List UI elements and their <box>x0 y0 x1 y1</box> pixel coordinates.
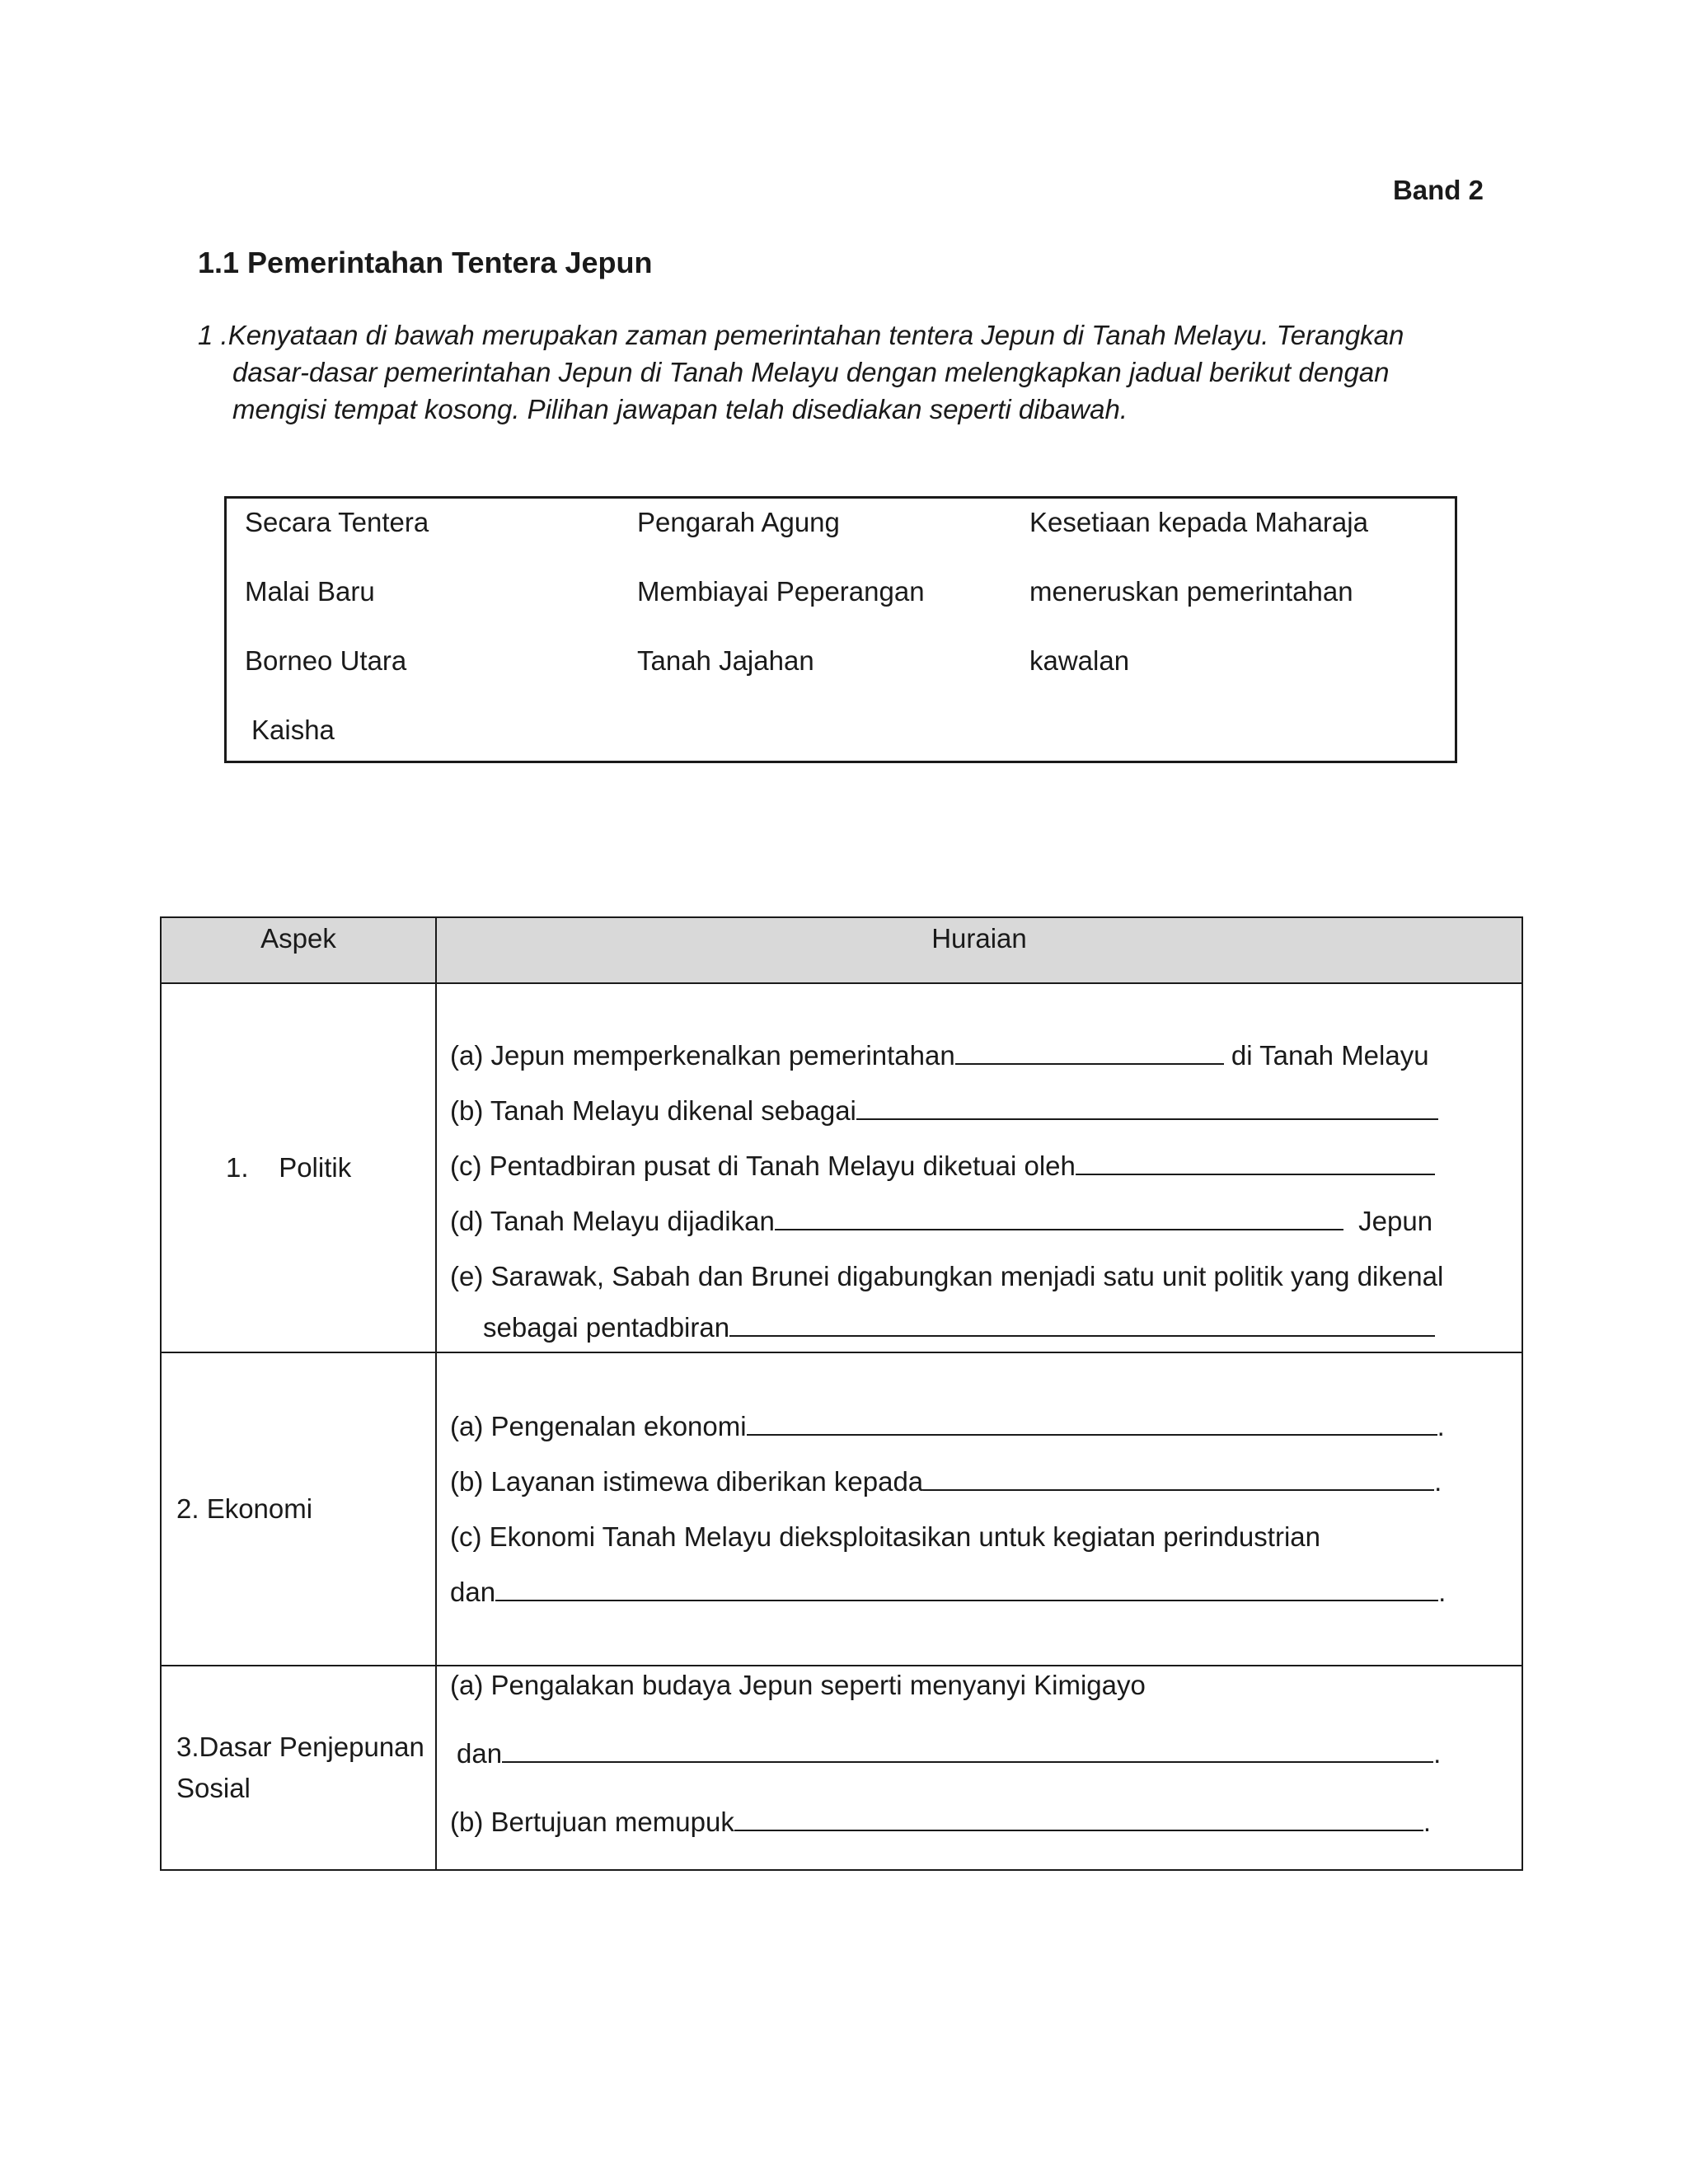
ekonomi-item-c: (c) Ekonomi Tanah Melayu dieksploitasikan untuk kegiatan perindustrian <box>450 1521 1320 1552</box>
header-aspek: Aspek <box>161 917 436 983</box>
choice-item: Kaisha <box>251 715 335 745</box>
sosial-b-text: (b) Bertujuan memupuk <box>450 1807 734 1837</box>
ekonomi-item-a <box>450 1399 1522 1454</box>
question-line-1: 1 .Kenyataan di bawah merupakan zaman pemerintahan tentera Jepun di Tanah Melayu. Terangkan <box>198 320 1404 350</box>
politik-item-c <box>450 1138 1522 1193</box>
period: . <box>1438 1577 1447 1607</box>
table-row-sosial <box>161 1666 1522 1870</box>
choice-item: Borneo Utara <box>245 645 407 676</box>
aspek-politik <box>161 983 436 1352</box>
answer-blank[interactable] <box>955 1038 1224 1065</box>
period: . <box>1437 1411 1445 1441</box>
period: . <box>1423 1807 1431 1837</box>
band-label: Band 2 <box>1392 175 1484 205</box>
choice-item: Membiayai Peperangan <box>637 576 925 607</box>
huraian-politik <box>436 983 1522 1352</box>
politik-b-text: (b) Tanah Melayu dikenal sebagai <box>450 1095 856 1126</box>
period: . <box>1434 1466 1442 1497</box>
question-text <box>198 316 1484 428</box>
answer-table <box>160 916 1523 1871</box>
ekonomi-item-c-cont <box>450 1564 1522 1619</box>
answer-blank[interactable] <box>734 1805 1423 1831</box>
ekonomi-b-text: (b) Layanan istimewa diberikan kepada <box>450 1466 924 1497</box>
choice-item: Malai Baru <box>245 576 375 607</box>
politik-a-post: di Tanah Melayu <box>1223 1040 1429 1071</box>
aspek-ekonomi-label: 2. Ekonomi <box>176 1493 313 1524</box>
answer-blank[interactable] <box>495 1575 1438 1601</box>
huraian-sosial <box>436 1666 1522 1870</box>
politik-item-a <box>450 1028 1522 1083</box>
answer-blank[interactable] <box>923 1465 1434 1491</box>
sosial-item-a: (a) Pengalakan budaya Jepun seperti menyanyi Kimigayo <box>450 1670 1146 1700</box>
politik-e-text: sebagai pentadbiran <box>483 1312 730 1343</box>
answer-blank[interactable] <box>775 1204 1343 1230</box>
politik-item-d <box>450 1193 1522 1249</box>
aspek-sosial-label-1: 3.Dasar Penjepunan <box>176 1732 424 1762</box>
politik-item-b <box>450 1083 1522 1138</box>
politik-d-post: Jepun <box>1343 1206 1433 1236</box>
answer-choices-box <box>224 496 1457 763</box>
choice-item: Secara Tentera <box>245 507 429 537</box>
table-row-politik <box>161 983 1522 1352</box>
choice-item: Pengarah Agung <box>637 507 840 537</box>
politik-item-e: (e) Sarawak, Sabah dan Brunei digabungkan menjadi satu unit politik yang dikenal <box>450 1261 1444 1291</box>
answer-blank[interactable] <box>502 1736 1433 1763</box>
answer-blank[interactable] <box>856 1094 1438 1120</box>
sosial-item-b <box>450 1800 1522 1844</box>
choice-item: Kesetiaan kepada Maharaja <box>1029 507 1368 537</box>
politik-d-text: (d) Tanah Melayu dijadikan <box>450 1206 775 1236</box>
choice-item: kawalan <box>1029 645 1130 676</box>
huraian-ekonomi <box>436 1352 1522 1666</box>
choice-item: Tanah Jajahan <box>637 645 814 676</box>
sosial-a-text: dan <box>457 1738 503 1769</box>
ekonomi-a-text: (a) Pengenalan ekonomi <box>450 1411 747 1441</box>
header-huraian: Huraian <box>436 917 1522 983</box>
politik-item-e-cont <box>450 1304 1522 1352</box>
aspek-ekonomi <box>161 1352 436 1666</box>
politik-c-text: (c) Pentadbiran pusat di Tanah Melayu diketuai oleh <box>450 1151 1076 1181</box>
sosial-item-a-cont <box>450 1708 1522 1800</box>
period: . <box>1433 1738 1442 1769</box>
section-heading: 1.1 Pemerintahan Tentera Jepun <box>198 246 653 279</box>
politik-a-text: (a) Jepun memperkenalkan pemerintahan <box>450 1040 955 1071</box>
aspek-sosial-label-2: Sosial <box>176 1773 251 1803</box>
table-header-row <box>161 917 1522 983</box>
ekonomi-item-b <box>450 1454 1522 1509</box>
answer-blank[interactable] <box>729 1310 1435 1337</box>
aspek-politik-label: 1. Politik <box>226 1152 352 1183</box>
table-row-ekonomi <box>161 1352 1522 1666</box>
question-line-3: mengisi tempat kosong. Pilihan jawapan telah disediakan seperti dibawah. <box>232 394 1128 424</box>
aspek-sosial <box>161 1666 436 1870</box>
question-line-2: dasar-dasar pemerintahan Jepun di Tanah Melayu dengan melengkapkan jadual berikut dengan <box>232 357 1390 387</box>
answer-blank[interactable] <box>747 1409 1437 1436</box>
ekonomi-c-text: dan <box>450 1577 496 1607</box>
choice-item: meneruskan pemerintahan <box>1029 576 1353 607</box>
answer-blank[interactable] <box>1076 1149 1435 1175</box>
